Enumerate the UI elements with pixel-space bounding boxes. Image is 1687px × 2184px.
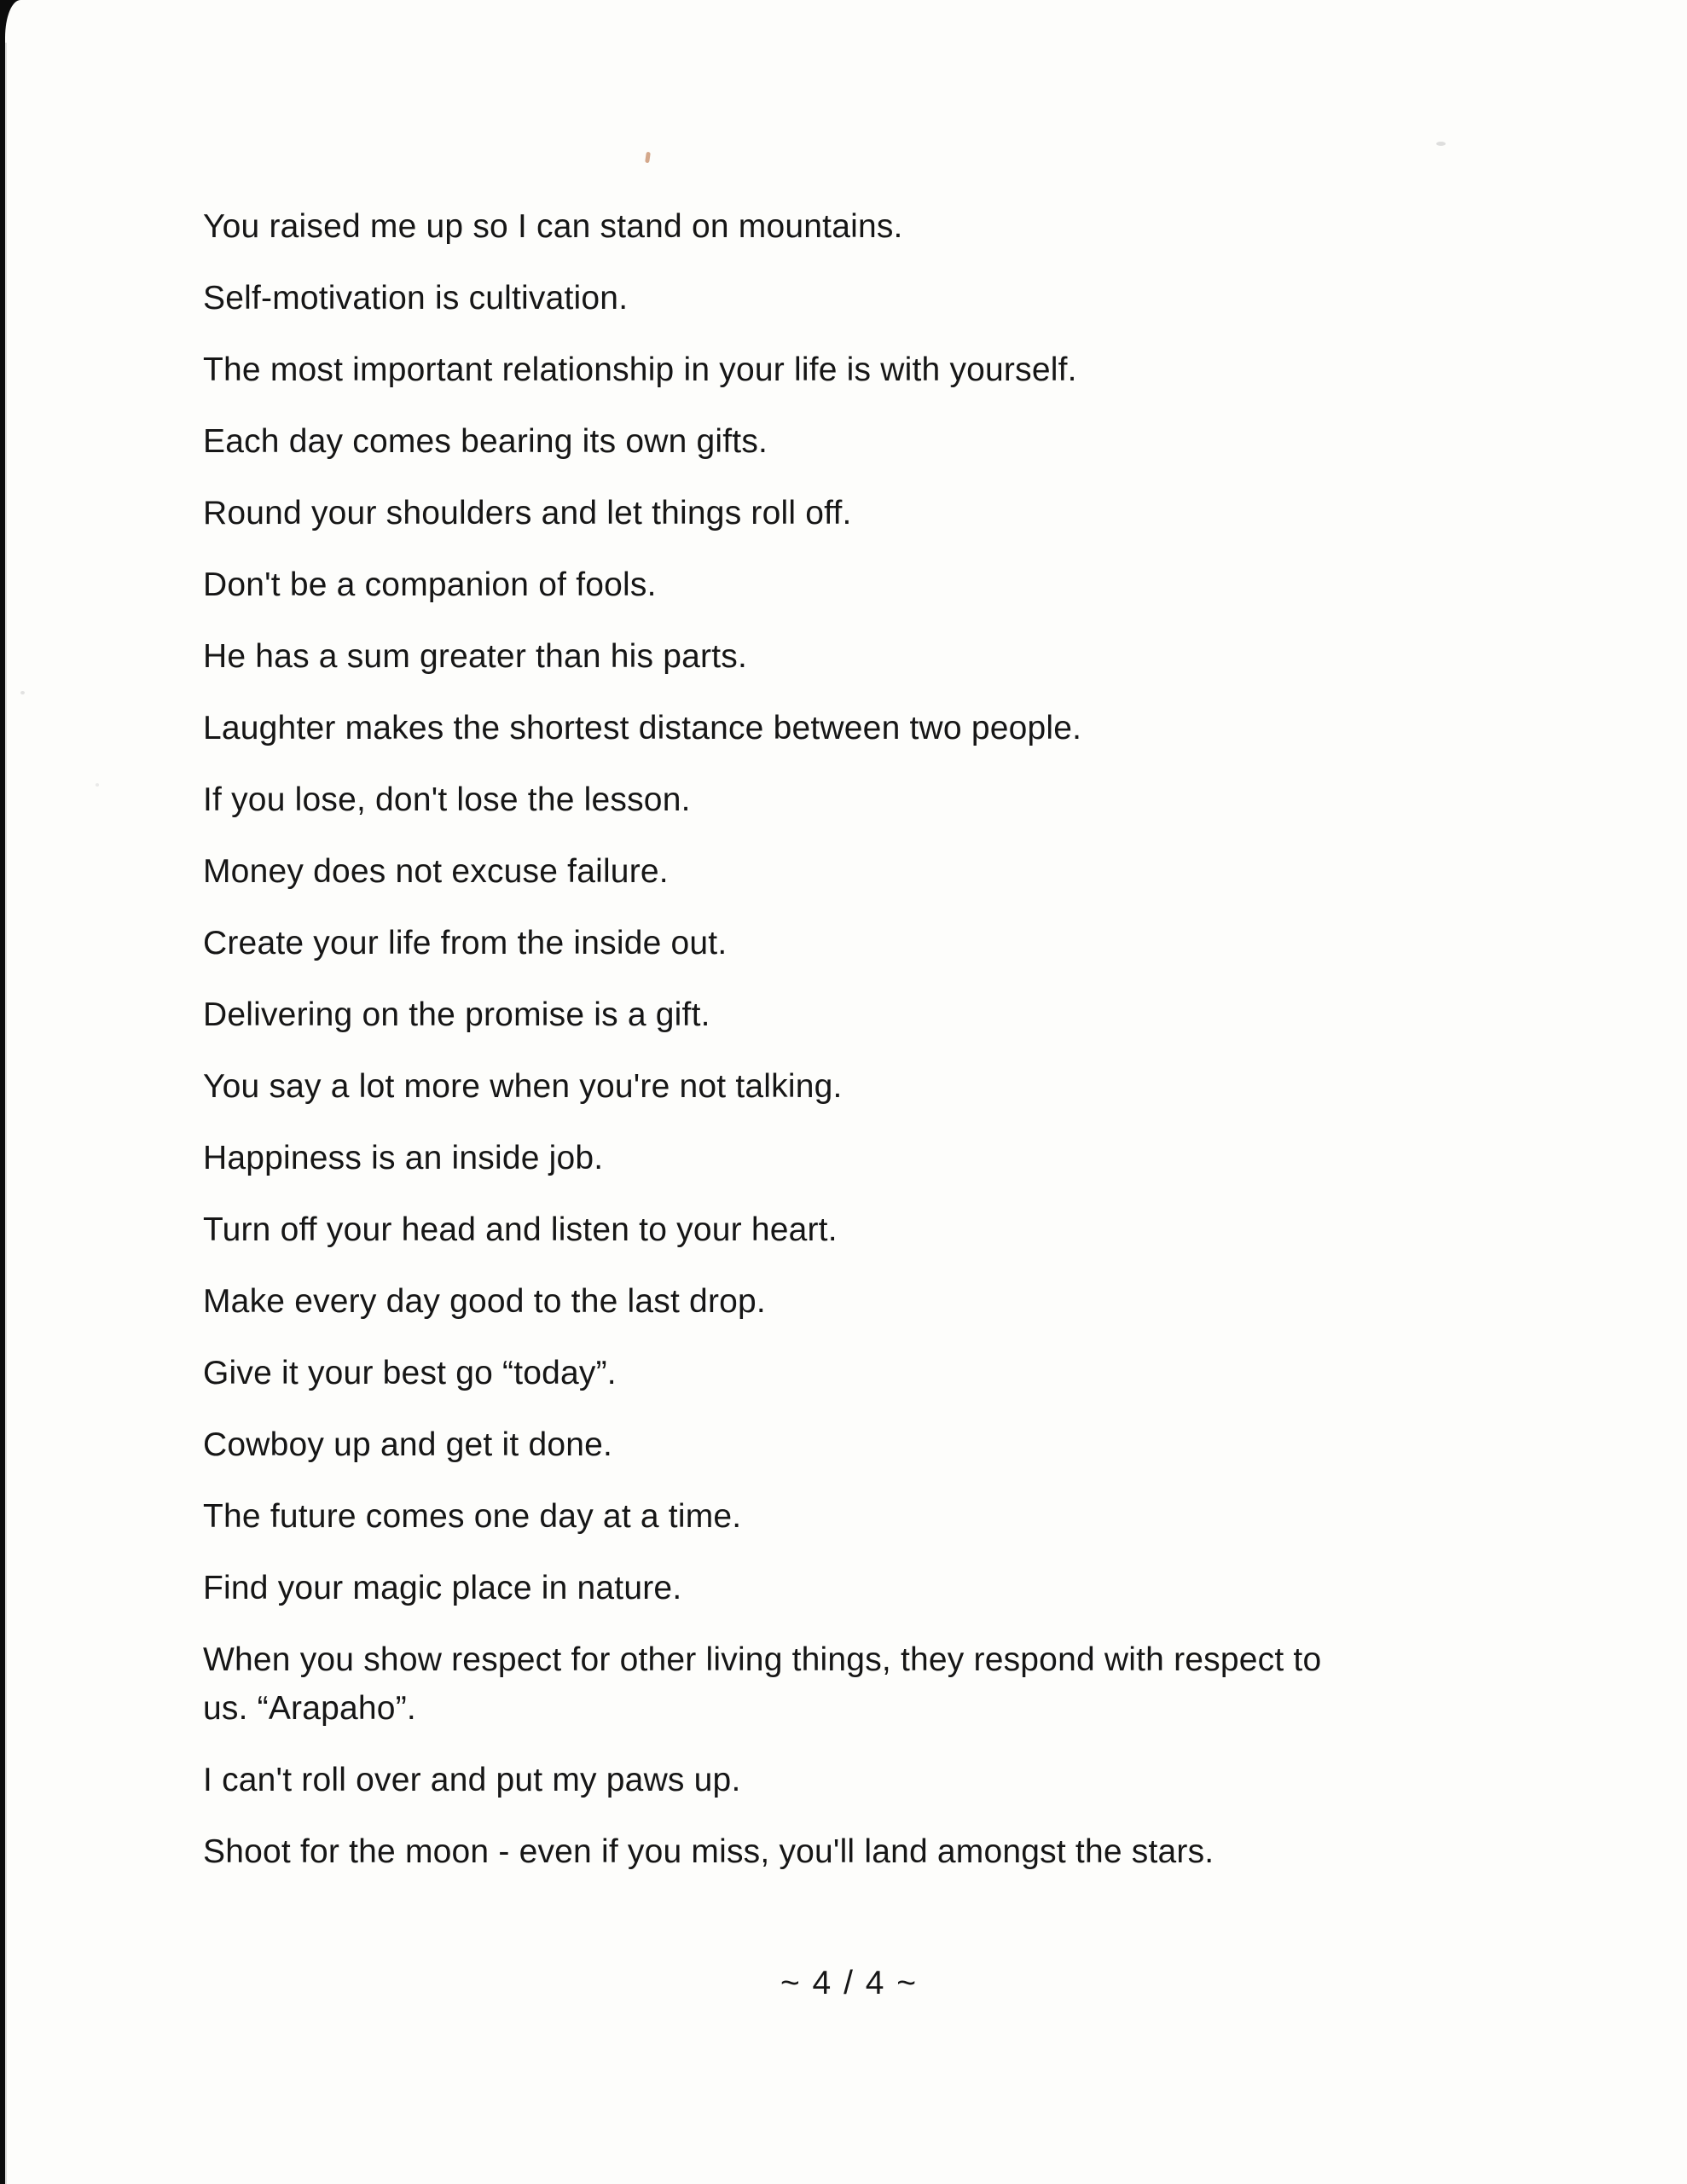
quote-paragraph [203, 1205, 1551, 1254]
page-number: ~ 4 / 4 ~ [780, 1965, 919, 2001]
quote-paragraph [203, 632, 1551, 681]
quote-list [203, 202, 1551, 1899]
quote-line: Find your magic place in nature. [203, 1570, 682, 1606]
scan-speck [20, 691, 25, 694]
quote-paragraph [203, 1492, 1551, 1541]
quote-paragraph [203, 561, 1551, 609]
scan-speck [645, 152, 651, 164]
quote-line: Cowboy up and get it done. [203, 1426, 613, 1463]
quote-line: Give it your best go “today”. [203, 1355, 617, 1391]
quote-line: Laughter makes the shortest distance between two people. [203, 710, 1082, 746]
quote-paragraph [203, 919, 1551, 967]
quote-paragraph [203, 202, 1551, 251]
quote-line: If you lose, don't lose the lesson. [203, 781, 691, 818]
quote-line: Money does not excuse failure. [203, 853, 669, 890]
quote-paragraph [203, 274, 1551, 322]
quote-paragraph [203, 847, 1551, 896]
quote-line: Happiness is an inside job. [203, 1140, 604, 1176]
quote-line: I can't roll over and put my paws up. [203, 1762, 741, 1798]
quote-line: Don't be a companion of fools. [203, 566, 657, 603]
quote-line: Self-motivation is cultivation. [203, 280, 629, 317]
quote-line: You say a lot more when you're not talking. [203, 1068, 843, 1105]
quote-paragraph [203, 1756, 1551, 1804]
quote-line: He has a sum greater than his parts. [203, 638, 748, 675]
quote-paragraph [203, 1062, 1551, 1111]
scan-edge-shadow [5, 0, 7, 2184]
quote-paragraph [203, 1349, 1551, 1397]
quote-paragraph [203, 1277, 1551, 1326]
quote-paragraph [203, 417, 1551, 466]
quote-line: Each day comes bearing its own gifts. [203, 423, 768, 460]
quote-line: When you show respect for other living things, they respond with respect to [203, 1641, 1322, 1678]
quote-paragraph [203, 1827, 1551, 1876]
quote-line: The future comes one day at a time. [203, 1498, 742, 1535]
quote-line: Round your shoulders and let things roll off. [203, 495, 852, 531]
quote-paragraph [203, 990, 1551, 1039]
quote-paragraph [203, 346, 1551, 394]
scan-speck [96, 783, 99, 787]
quote-paragraph [203, 775, 1551, 824]
quote-paragraph [203, 1635, 1551, 1733]
quote-paragraph [203, 1134, 1551, 1182]
quote-line: The most important relationship in your life is with yourself. [203, 351, 1077, 388]
quote-paragraph [203, 704, 1551, 752]
quote-line: Create your life from the inside out. [203, 925, 728, 961]
quote-paragraph [203, 1420, 1551, 1469]
quote-line: Make every day good to the last drop. [203, 1283, 766, 1320]
scan-speck [1436, 142, 1446, 146]
quote-paragraph [203, 1564, 1551, 1612]
quote-line: us. “Arapaho”. [203, 1690, 416, 1727]
quote-line: You raised me up so I can stand on mountains. [203, 208, 903, 245]
quote-paragraph [203, 489, 1551, 537]
quote-line: Shoot for the moon - even if you miss, you'll land amongst the stars. [203, 1833, 1215, 1870]
quote-line: Delivering on the promise is a gift. [203, 996, 710, 1033]
quote-line: Turn off your head and listen to your heart. [203, 1211, 838, 1248]
